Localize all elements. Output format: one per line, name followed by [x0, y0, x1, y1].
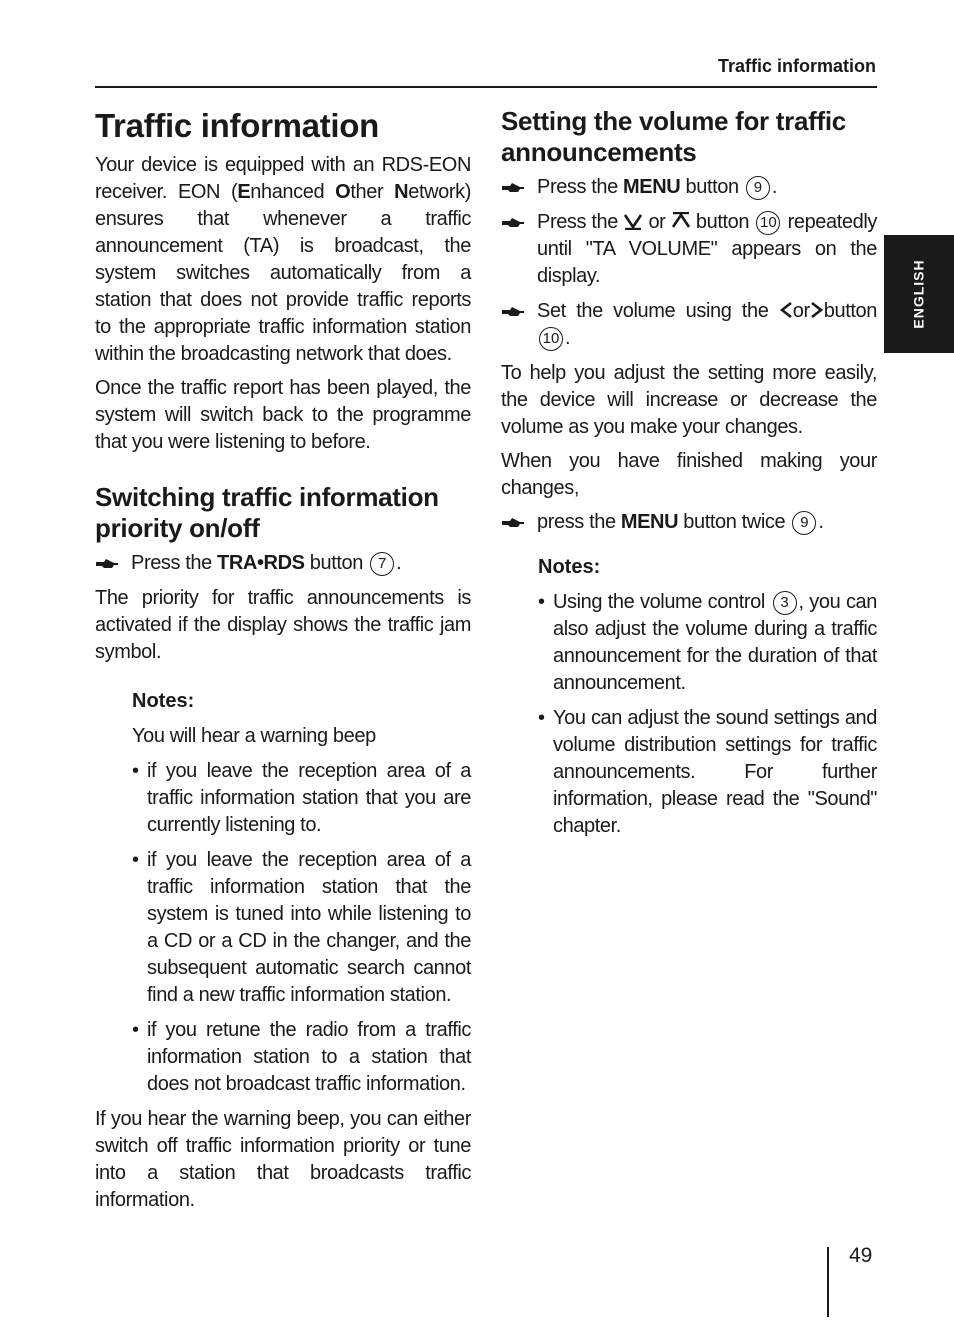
- volume-help-paragraph: To help you adjust the setting more easily, the device will increase or decrease the volume as you make your changes.: [501, 362, 877, 438]
- pointing-hand-icon: [95, 550, 131, 577]
- list-item: • Using the volume control 3 , you can also adjust the volume during a traffic announcement for the duration of that announcement.: [538, 591, 877, 694]
- step-press-menu: Press the MENU button 9 .: [501, 174, 877, 201]
- list-item: • if you leave the reception area of a traffic information station that you are currently listening to.: [132, 760, 471, 836]
- section-title-switching: Switching traffic information priority on/off: [95, 482, 439, 543]
- header-rule: [95, 86, 877, 88]
- button-number-badge: 9: [792, 511, 816, 535]
- page-title: Traffic information: [95, 107, 379, 144]
- arrow-right-key-icon: [810, 301, 824, 319]
- button-number-badge: 7: [370, 552, 394, 576]
- step-set-volume: Set the volume using the or button 10 .: [501, 298, 877, 352]
- priority-paragraph: The priority for traffic announcements is activated if the display shows the traffic jam symbol.: [95, 587, 471, 663]
- button-number-badge: 3: [773, 591, 797, 615]
- button-number-badge: 10: [756, 211, 780, 235]
- arrow-up-key-icon: [671, 212, 691, 230]
- running-header: Traffic information: [717, 56, 876, 76]
- step-press-down-up: Press the or button 10 repeatedly until "TA VOLUME" appears on the display.: [501, 209, 877, 290]
- left-column: [95, 100, 471, 1221]
- pointing-hand-icon: [501, 509, 537, 536]
- list-item: • if you retune the radio from a traffic information station to a station that does not broadcast traffic information.: [132, 1019, 471, 1095]
- notes-block: [95, 688, 471, 1098]
- notes-block: [501, 554, 877, 840]
- language-tab-label: ENGLISH: [910, 259, 927, 329]
- final-paragraph: If you hear the warning beep, you can either switch off traffic information priority or tune into a station that broadcasts traffic information.: [95, 1108, 471, 1211]
- intro-paragraph-2: Once the traffic report has been played, the system will switch back to the programme that you were listening to before.: [95, 377, 471, 453]
- step-press-menu-twice: press the MENU button twice 9 .: [501, 509, 877, 536]
- button-number-badge: 10: [539, 327, 563, 351]
- finished-paragraph: When you have finished making your changes,: [501, 450, 877, 499]
- list-item: • if you leave the reception area of a traffic information station that the system is tuned into while listening to a CD or a CD in the changer, and the subsequent automatic search cannot find a new traffic information station.: [132, 849, 471, 1006]
- pointing-hand-icon: [501, 209, 537, 236]
- page-number-rule: [827, 1247, 829, 1317]
- right-column: [501, 100, 877, 848]
- arrow-left-key-icon: [779, 301, 793, 319]
- language-tab: [884, 235, 954, 353]
- notes-title: Notes:: [538, 556, 601, 578]
- page-number: 49: [849, 1244, 873, 1267]
- button-number-badge: 9: [746, 176, 770, 200]
- pointing-hand-icon: [501, 174, 537, 201]
- step-press-tra-rds: Press the TRA•RDS button 7 .: [95, 550, 471, 577]
- pointing-hand-icon: [501, 298, 537, 325]
- arrow-down-key-icon: [623, 212, 643, 230]
- section-title-volume: Setting the volume for traffic announcements: [501, 106, 846, 167]
- notes-title: Notes:: [132, 690, 195, 712]
- notes-intro: You will hear a warning beep: [132, 725, 376, 747]
- intro-paragraph: Your device is equipped with an RDS-EON receiver. EON (Enhanced Other Network) ensures that whenever a traffic announcement (TA) is broadcast, the system switches automatically from a station that does not provide traffic reports to the appropriate traffic information station within the broadcasting network that does.: [95, 154, 471, 365]
- list-item: • You can adjust the sound settings and volume distribution settings for traffic announcements. For further information, please read the "Sound" chapter.: [538, 707, 877, 837]
